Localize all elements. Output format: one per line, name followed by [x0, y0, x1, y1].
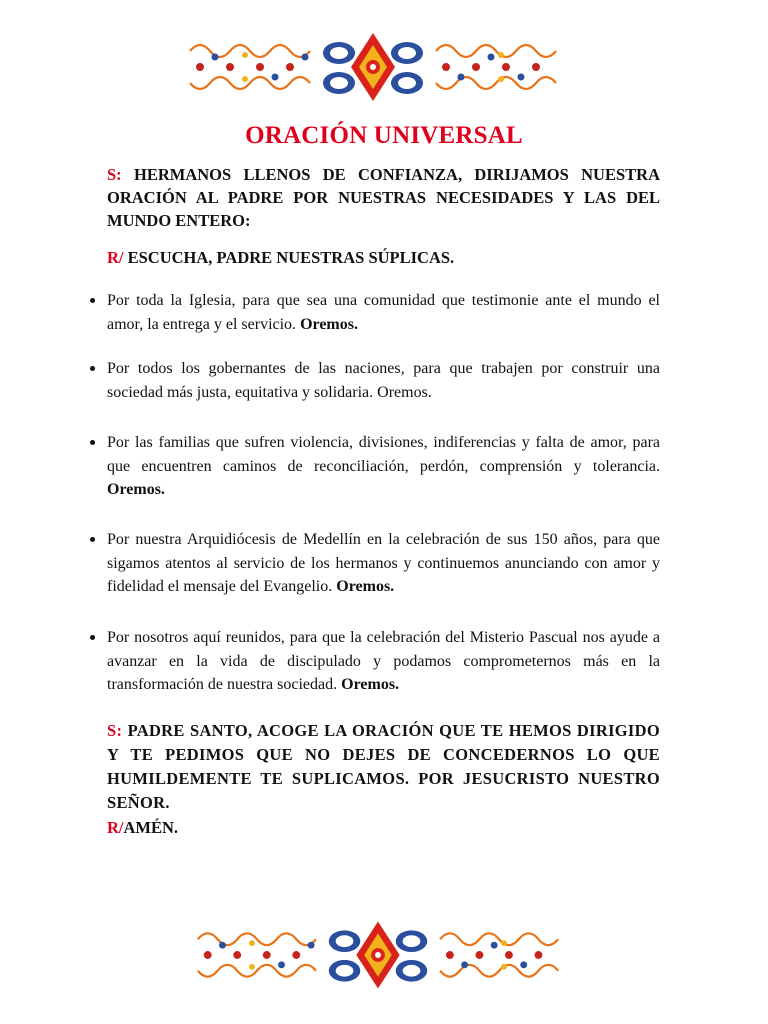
ornament-svg [180, 31, 566, 103]
petition-oremos: Oremos. [336, 578, 395, 595]
petition-item [88, 431, 660, 528]
petition-item [88, 528, 660, 626]
closing-text: PADRE SANTO, ACOGE LA ORACIÓN QUE TE HEMOS DIRIGIDO Y TE PEDIMOS QUE NO DEJES DE CONCEDERNOS LO QUE HUMILDEMENTE TE SUPLICAMOS. POR JESUCRISTO NUESTRO SEÑOR. [107, 721, 660, 812]
petition-text: Por las familias que sufren violencia, divisiones, indiferencias y falta de amor, para que encuentren caminos de reconciliación, perdón, comprensión y tolerancia. [107, 434, 660, 475]
speaker-label: S: [107, 721, 123, 740]
petition-item [88, 357, 660, 431]
speaker-label: S: [107, 165, 122, 184]
ornament-border-top [180, 31, 566, 103]
petition-oremos: Oremos. [341, 676, 400, 693]
petition-text: Por nuestra Arquidiócesis de Medellín en la celebración de sus 150 años, para que sigamos atentos al servicio de los hermanos y continuemos anunciando con amor y fidelidad el mensaje del Evangelio. [107, 531, 660, 595]
petition-text: Por todos los gobernantes de las naciones, para que trabajen por construir una sociedad más justa, equitativa y solidaria. Oremos. [107, 360, 660, 401]
bullet-dot [90, 537, 95, 542]
bullet-dot [90, 440, 95, 445]
response-line [107, 246, 660, 269]
petition-item [88, 626, 660, 716]
response-text: AMÉN. [123, 818, 179, 837]
ornament-svg [188, 919, 568, 991]
bullet-dot [90, 366, 95, 371]
intro-paragraph [107, 163, 660, 232]
final-response [107, 816, 660, 839]
petition-oremos: Oremos. [300, 315, 358, 333]
bullet-dot [90, 298, 95, 303]
page-title: ORACIÓN UNIVERSAL [245, 122, 523, 149]
petition-text: Por toda la Iglesia, para que sea una comunidad que testimonie ante el mundo el amor, la entrega y el servicio. [107, 292, 660, 333]
petition-oremos: Oremos. [107, 481, 165, 498]
response-marker: R/ [107, 818, 124, 837]
bullet-dot [90, 635, 95, 640]
petition-list [88, 289, 660, 716]
ornament-border-bottom [188, 919, 568, 991]
intro-text: HERMANOS LLENOS DE CONFIANZA, DIRIJAMOS NUESTRA ORACIÓN AL PADRE POR NUESTRAS NECESIDADES Y LAS DEL MUNDO ENTERO: [107, 165, 660, 230]
petition-text: Por nosotros aquí reunidos, para que la celebración del Misterio Pascual nos ayude a avanzar en la vida de discipulado y podamos comprometernos más en la transformación de nuestra sociedad. [107, 629, 660, 693]
response-text: ESCUCHA, PADRE NUESTRAS SÚPLICAS. [127, 248, 455, 267]
petition-item [88, 289, 660, 357]
closing-prayer [107, 719, 660, 815]
response-marker: R/ [107, 248, 124, 267]
